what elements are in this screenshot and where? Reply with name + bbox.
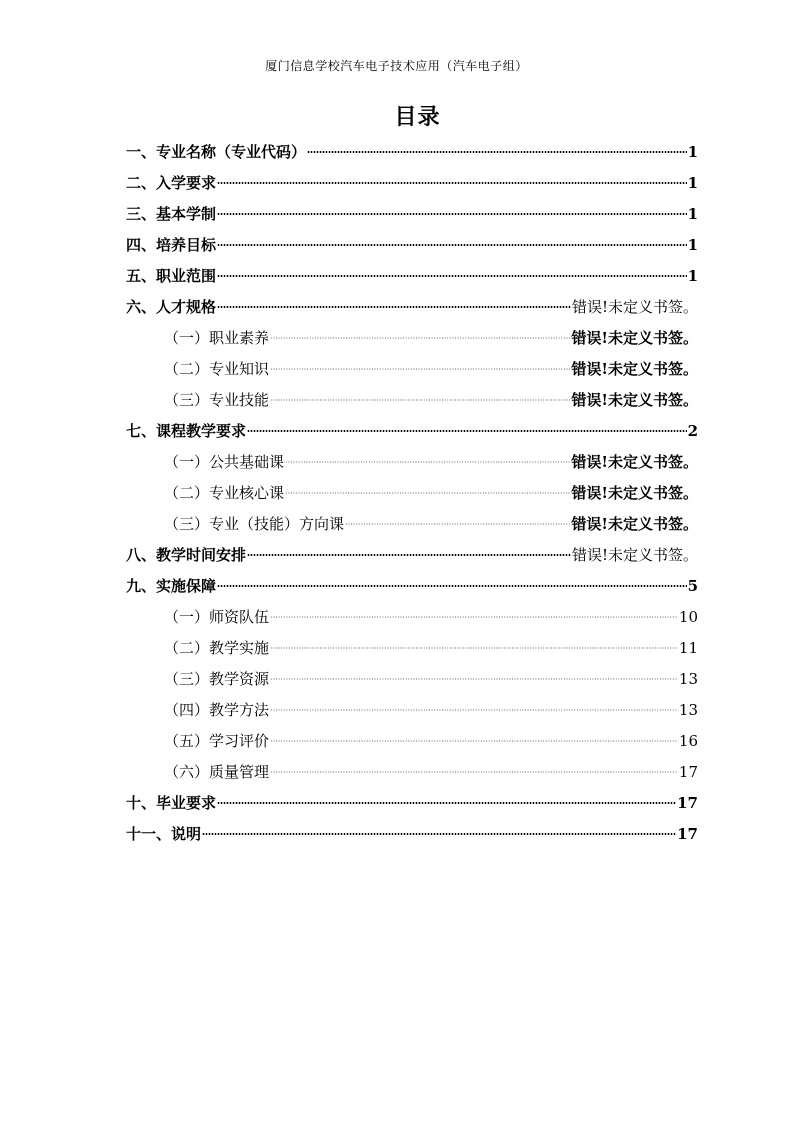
toc-leader — [202, 833, 676, 835]
toc-entry[interactable] — [126, 199, 698, 230]
toc-leader — [217, 244, 687, 246]
toc-leader — [270, 647, 678, 649]
toc-entry-label: 二、入学要求 — [126, 174, 217, 192]
table-of-contents — [126, 137, 698, 850]
toc-title: 目录 — [394, 105, 441, 130]
toc-entry-page: 10 — [678, 608, 698, 626]
toc-entry-page: 错误!未定义书签。 — [571, 546, 698, 564]
toc-entry-label: （二）教学实施 — [164, 639, 270, 657]
toc-entry[interactable] — [126, 788, 698, 819]
toc-subentry[interactable] — [126, 385, 698, 416]
toc-subentry[interactable] — [126, 757, 698, 788]
toc-entry-label: 三、基本学制 — [126, 205, 217, 223]
toc-entry-page: 5 — [687, 577, 698, 595]
toc-subentry[interactable] — [126, 478, 698, 509]
toc-entry-label: （一）师资队伍 — [164, 608, 270, 626]
toc-entry-label: （六）质量管理 — [164, 763, 270, 781]
toc-leader — [217, 213, 687, 215]
toc-entry[interactable] — [126, 292, 698, 323]
toc-leader — [270, 709, 678, 711]
toc-subentry[interactable] — [126, 664, 698, 695]
toc-entry-label: （五）学习评价 — [164, 732, 270, 750]
toc-entry-label: （二）专业知识 — [164, 360, 270, 378]
page-header: 厦门信息学校汽车电子技术应用（汽车电子组） — [265, 59, 528, 73]
toc-entry-page: 13 — [678, 701, 698, 719]
toc-entry-label: 十、毕业要求 — [126, 794, 217, 812]
toc-entry-label: （三）教学资源 — [164, 670, 270, 688]
toc-subentry[interactable] — [126, 695, 698, 726]
toc-entry-page: 17 — [678, 763, 698, 781]
toc-leader — [270, 399, 570, 401]
toc-entry-page: 1 — [687, 205, 698, 223]
toc-leader — [217, 182, 687, 184]
toc-entry-label: （一）公共基础课 — [164, 453, 285, 471]
toc-subentry[interactable] — [126, 354, 698, 385]
toc-entry-label: 七、课程教学要求 — [126, 422, 247, 440]
toc-entry[interactable] — [126, 230, 698, 261]
toc-leader — [247, 554, 571, 556]
toc-entry[interactable] — [126, 261, 698, 292]
toc-entry-label: 十一、说明 — [126, 825, 202, 843]
toc-entry-page: 2 — [687, 422, 698, 440]
toc-entry[interactable] — [126, 819, 698, 850]
toc-entry-label: 八、教学时间安排 — [126, 546, 247, 564]
toc-leader — [285, 492, 570, 494]
toc-leader — [345, 523, 570, 525]
toc-entry-page: 17 — [677, 825, 698, 843]
toc-entry-page: 1 — [687, 236, 698, 254]
toc-entry[interactable] — [126, 571, 698, 602]
toc-entry[interactable] — [126, 168, 698, 199]
toc-subentry[interactable] — [126, 323, 698, 354]
toc-leader — [247, 430, 687, 432]
toc-leader — [270, 337, 570, 339]
toc-entry-label: （一）职业素养 — [164, 329, 270, 347]
toc-leader — [270, 368, 570, 370]
toc-entry-label: 六、人才规格 — [126, 298, 217, 316]
toc-entry-label: 四、培养目标 — [126, 236, 217, 254]
toc-entry-page: 13 — [678, 670, 698, 688]
toc-leader — [217, 585, 687, 587]
toc-leader — [270, 771, 678, 773]
toc-entry[interactable] — [126, 137, 698, 168]
toc-entry-page: 错误!未定义书签。 — [571, 515, 698, 533]
toc-entry-label: （二）专业核心课 — [164, 484, 285, 502]
toc-entry-label: （三）专业技能 — [164, 391, 270, 409]
toc-entry-page: 17 — [677, 794, 698, 812]
toc-leader — [270, 616, 678, 618]
toc-entry-page: 错误!未定义书签。 — [571, 453, 698, 471]
toc-entry-page: 1 — [687, 267, 698, 285]
toc-entry[interactable] — [126, 540, 698, 571]
toc-leader — [270, 740, 678, 742]
toc-subentry[interactable] — [126, 509, 698, 540]
toc-subentry[interactable] — [126, 602, 698, 633]
toc-entry-label: （三）专业（技能）方向课 — [164, 515, 345, 533]
toc-leader — [307, 151, 687, 153]
toc-entry-label: （四）教学方法 — [164, 701, 270, 719]
toc-entry-page: 错误!未定义书签。 — [571, 329, 698, 347]
toc-entry-page: 11 — [678, 639, 698, 657]
toc-entry-page: 1 — [687, 174, 698, 192]
toc-leader — [217, 802, 676, 804]
toc-subentry[interactable] — [126, 726, 698, 757]
toc-entry-page: 1 — [687, 143, 698, 161]
toc-entry-label: 九、实施保障 — [126, 577, 217, 595]
toc-entry-label: 五、职业范围 — [126, 267, 217, 285]
toc-entry-label: 一、专业名称（专业代码） — [126, 143, 307, 161]
toc-leader — [217, 275, 687, 277]
toc-entry-page: 错误!未定义书签。 — [571, 391, 698, 409]
toc-leader — [217, 306, 571, 308]
toc-leader — [285, 461, 570, 463]
toc-subentry[interactable] — [126, 447, 698, 478]
toc-leader — [270, 678, 678, 680]
toc-entry-page: 错误!未定义书签。 — [571, 360, 698, 378]
toc-entry-page: 错误!未定义书签。 — [571, 484, 698, 502]
toc-entry-page: 错误!未定义书签。 — [571, 298, 698, 316]
toc-entry-page: 16 — [678, 732, 698, 750]
toc-subentry[interactable] — [126, 633, 698, 664]
toc-entry[interactable] — [126, 416, 698, 447]
